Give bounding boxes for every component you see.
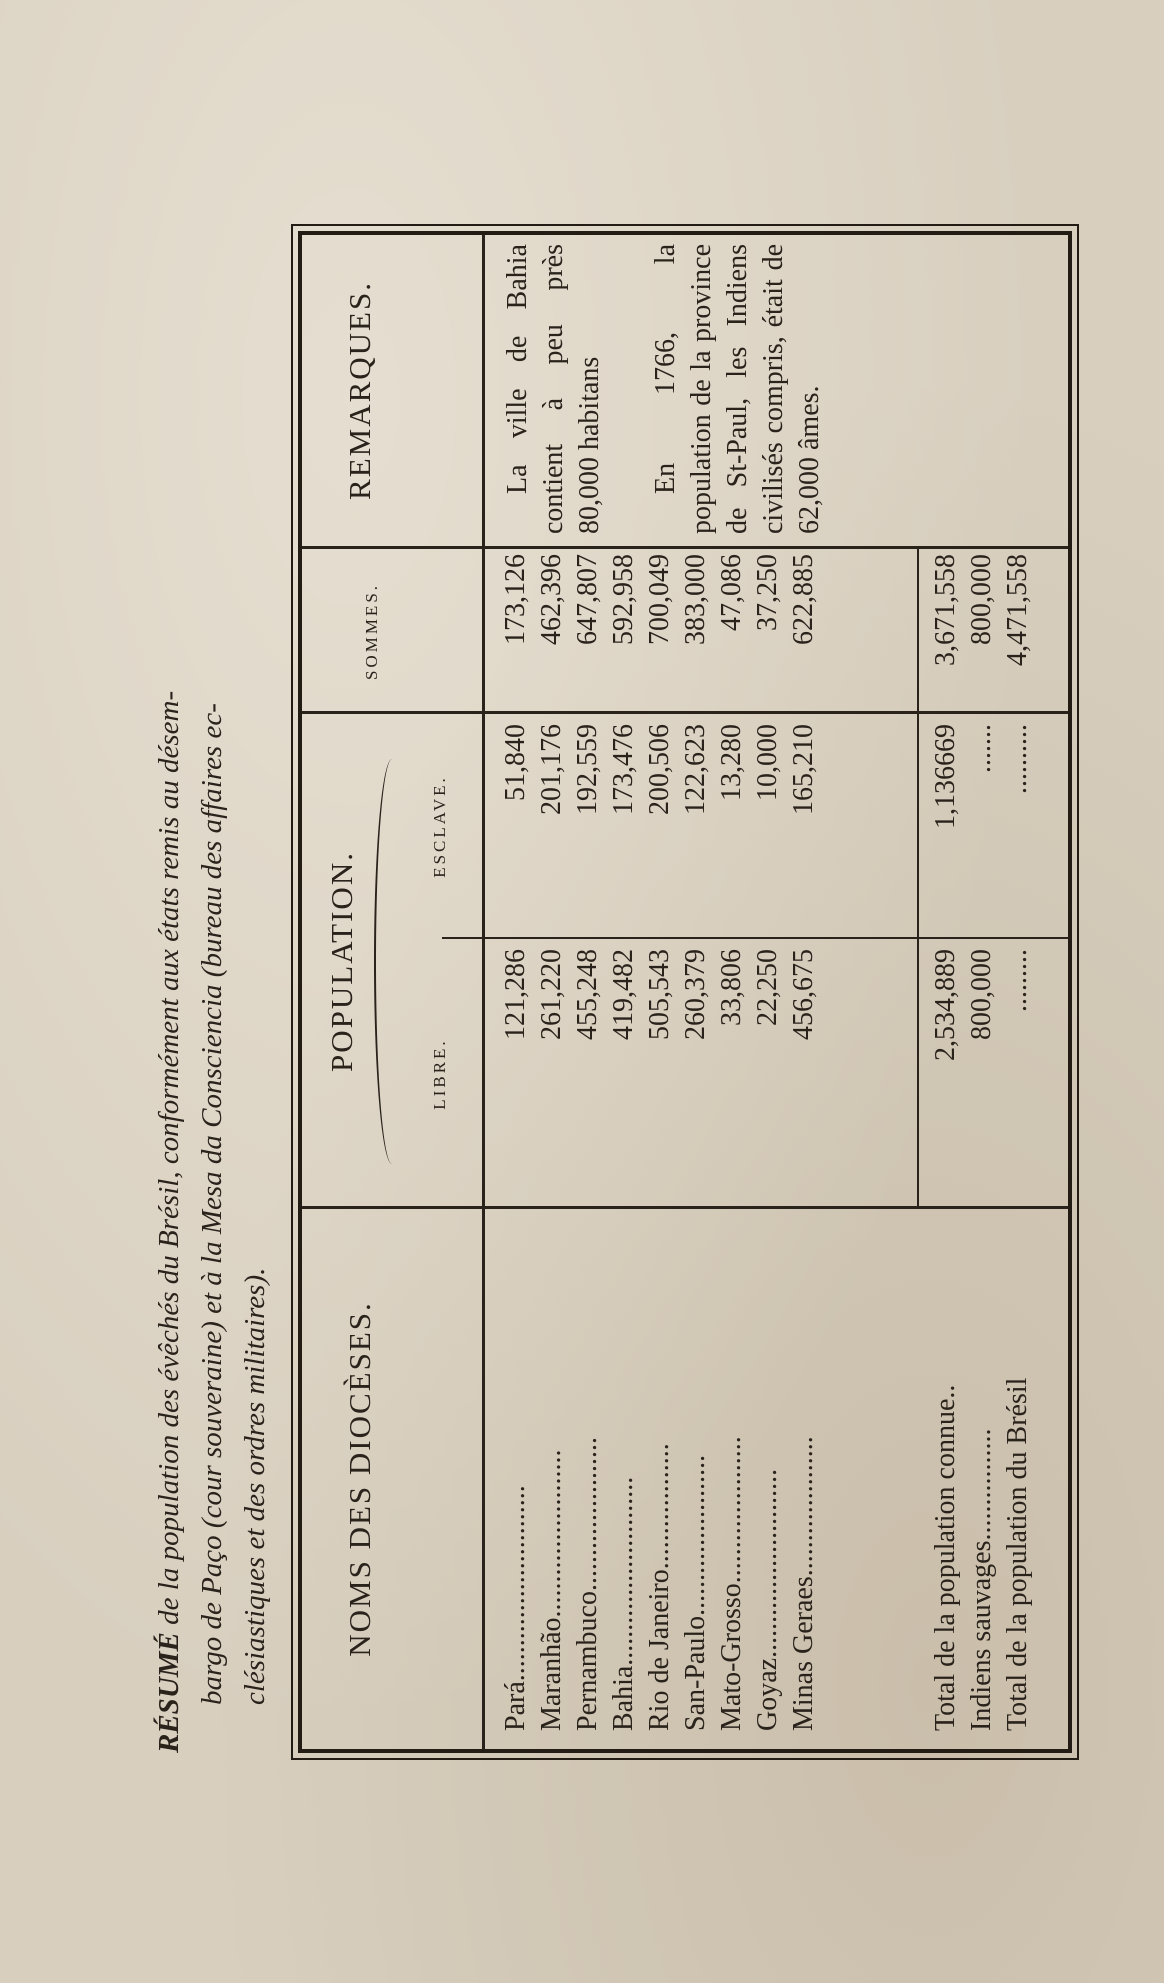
total-esclave-2: ..........: [1002, 724, 1033, 794]
header-dioceses: NOMS DES DIOCÈSES.: [342, 1301, 377, 1657]
remarks: [500, 244, 828, 534]
row-name-6: Mato-Grosso.....................: [716, 1436, 747, 1731]
caption-line-3: clésiastiques et des ordres militaires).: [239, 1267, 271, 1705]
total-esclave-1: .......: [966, 724, 997, 773]
row-somme-4: 700,049: [644, 554, 675, 645]
row-somme-6: 47,086: [716, 554, 747, 631]
row-libre-1: 261,220: [536, 949, 567, 1040]
total-esclave-0: 1,136669: [930, 724, 961, 829]
total-somme-0: 3,671,558: [930, 554, 961, 666]
row-somme-5: 383,000: [680, 554, 711, 645]
row-somme-2: 647,807: [572, 554, 603, 645]
caption-line-1: [148, 193, 191, 1753]
total-libre-1: 800,000: [966, 949, 997, 1040]
header-remarques: REMARQUES.: [342, 281, 377, 500]
total-somme-2: 4,471,558: [1002, 554, 1033, 666]
header-rule-remarques: [482, 235, 485, 546]
row-libre-0: 121,286: [500, 949, 531, 1040]
row-libre-8: 456,675: [788, 949, 819, 1040]
row-name-1: Maranhão........................: [536, 1449, 567, 1731]
row-somme-0: 173,126: [500, 554, 531, 645]
row-name-2: Pernambuco......................: [572, 1437, 603, 1731]
table-caption: [148, 193, 277, 1753]
row-name-4: Rio de Janeiro..................: [644, 1443, 675, 1731]
row-libre-7: 22,250: [752, 949, 783, 1026]
header-rule-dioceses: [482, 1209, 485, 1749]
row-name-7: Goyaz...........................: [752, 1468, 783, 1731]
row-name-5: San-Paulo.......................: [680, 1454, 711, 1731]
population-brace: [374, 759, 396, 1164]
total-name-0: Total de la population connue..: [930, 1384, 961, 1731]
row-libre-6: 33,806: [716, 949, 747, 1026]
row-esclave-7: 10,000: [752, 724, 783, 801]
header-population: POPULATION.: [324, 851, 359, 1072]
row-esclave-5: 122,623: [680, 724, 711, 815]
header-libre: LIBRE.: [430, 1038, 449, 1110]
total-name-2: Total de la population du Brésil: [1002, 1377, 1033, 1731]
col-sep-libre-esclave: [442, 937, 1068, 939]
header-esclave: ESCLAVE.: [430, 775, 449, 878]
row-libre-4: 505,543: [644, 949, 675, 1040]
col-sep-1: [302, 1206, 1068, 1209]
total-libre-0: 2,534,889: [930, 949, 961, 1061]
row-somme-1: 462,396: [536, 554, 567, 645]
row-esclave-2: 192,559: [572, 724, 603, 815]
total-name-1: Indiens sauvages................: [966, 1428, 997, 1731]
row-name-8: Minas Geraes....................: [788, 1436, 819, 1731]
remark-bahia: La ville de Bahia contient à peu près 80,000 habitans: [502, 244, 605, 534]
col-sep-2: [302, 711, 1068, 714]
totals-rule: [917, 549, 919, 1209]
caption-line-2: bargo de Paço (cour souveraine) et à la Mesa da Consciencia (bureau des affaires ec-: [196, 703, 228, 1705]
row-libre-5: 260,379: [680, 949, 711, 1040]
row-libre-2: 455,248: [572, 949, 603, 1040]
total-somme-1: 800,000: [966, 554, 997, 645]
row-esclave-1: 201,176: [536, 724, 567, 815]
row-esclave-4: 200,506: [644, 724, 675, 815]
header-sommes: SOMMES.: [362, 582, 381, 681]
row-libre-3: 419,482: [608, 949, 639, 1040]
row-name-3: Bahia...........................: [608, 1476, 639, 1731]
remark-st-paul: En 1766, la population de la province de St-Paul, les Indiens civilisés compris, était de 62,000 âmes.: [650, 244, 825, 534]
row-esclave-8: 165,210: [788, 724, 819, 815]
row-esclave-3: 173,476: [608, 724, 639, 815]
row-esclave-6: 13,280: [716, 724, 747, 801]
caption-text-1: de la population des évêchés du Brésil, conformément aux états remis au désem-: [153, 690, 185, 1633]
header-rule-population: [482, 549, 485, 1209]
row-somme-3: 592,958: [608, 554, 639, 645]
col-sep-3: [302, 546, 1068, 549]
row-esclave-0: 51,840: [500, 724, 531, 801]
row-somme-7: 37,250: [752, 554, 783, 631]
row-name-0: Pará............................: [500, 1485, 531, 1731]
total-libre-2: .........: [1002, 949, 1033, 1012]
row-somme-8: 622,885: [788, 554, 819, 645]
population-table: [298, 231, 1072, 1753]
caption-heading: RÉSUMÉ: [153, 1632, 185, 1753]
